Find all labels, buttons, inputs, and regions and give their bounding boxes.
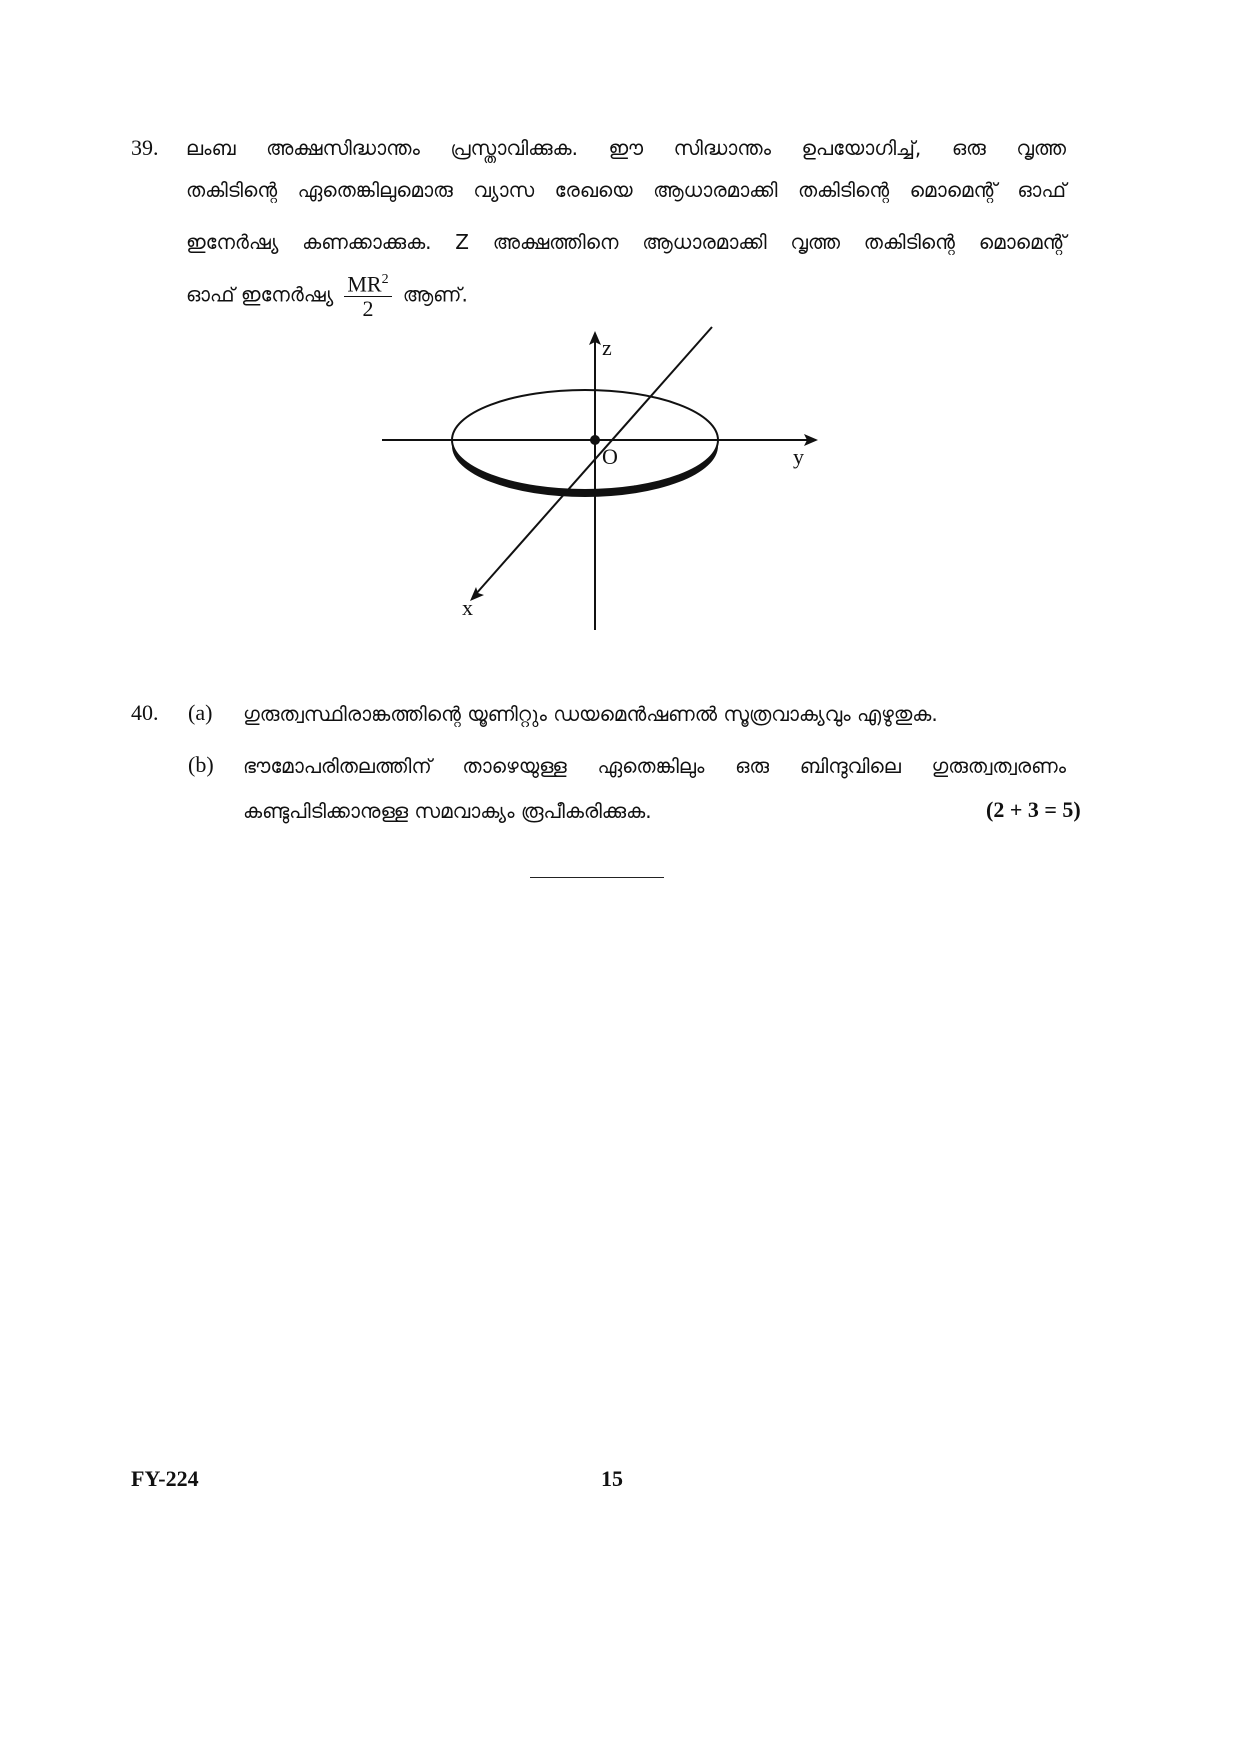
question-39-line-1: ലംബ അക്ഷസിദ്ധാന്തം പ്രസ്താവിക്കുക. ഈ സിദ്ധാന്തം ഉപയോഗിച്ച്, ഒരു വൃത്ത — [186, 136, 1066, 160]
page-number: 15 — [601, 1466, 623, 1491]
paper-code: FY-224 — [131, 1466, 199, 1491]
fraction-numerator-text: MR — [347, 271, 382, 297]
origin-label: O — [602, 444, 618, 469]
x-axis-label: x — [462, 595, 473, 620]
question-39-number: 39. — [131, 135, 159, 160]
fraction-numerator — [344, 268, 391, 297]
moment-of-inertia-fraction — [344, 268, 391, 321]
part-b-label: (b) — [188, 752, 214, 777]
part-b-line-2: കണ്ടുപിടിക്കാനുള്ള സമവാക്യം രൂപീകരിക്കുക. — [243, 799, 652, 823]
end-rule — [530, 877, 664, 878]
question-39-line-2: തകിടിന്റെ ഏതെങ്കിലുമൊരു വ്യാസ രേഖയെ ആധാരമാക്കി തകിടിന്റെ മൊമെന്റ് ഓഫ് — [186, 178, 1066, 202]
question-39-line-4 — [186, 268, 468, 321]
fraction-denominator: 2 — [362, 296, 374, 322]
z-axis-label: z — [602, 335, 612, 360]
origin-point — [590, 435, 600, 445]
y-axis-label: y — [793, 444, 804, 469]
part-b-line-1: ഭൗമോപരിതലത്തിന് താഴെയുള്ള ഏതെങ്കിലും ഒരു ബിന്ദുവിലെ ഗുരുത്വത്വരണം — [243, 754, 1066, 778]
fraction-exponent: 2 — [381, 272, 389, 287]
line-4-suffix: ആണ്. — [402, 282, 468, 307]
marks-allocation: (2 + 3 = 5) — [986, 797, 1081, 822]
disc-axes-diagram — [370, 325, 840, 635]
line-4-prefix: ഓഫ് ഇനേർഷ്യ — [186, 282, 334, 307]
question-40-number: 40. — [131, 700, 159, 725]
part-a-text: ഗുരുത്വസ്ഥിരാങ്കത്തിന്റെ യൂണിറ്റും ഡയമെൻഷണൽ സൂത്രവാക്യവും എഴുതുക. — [243, 702, 938, 726]
question-39-line-3: ഇനേർഷ്യ കണക്കാക്കുക. Z അക്ഷത്തിനെ ആധാരമാക്കി വൃത്ത തകിടിന്റെ മൊമെന്റ് — [186, 230, 1066, 254]
part-a-label: (a) — [188, 700, 213, 725]
